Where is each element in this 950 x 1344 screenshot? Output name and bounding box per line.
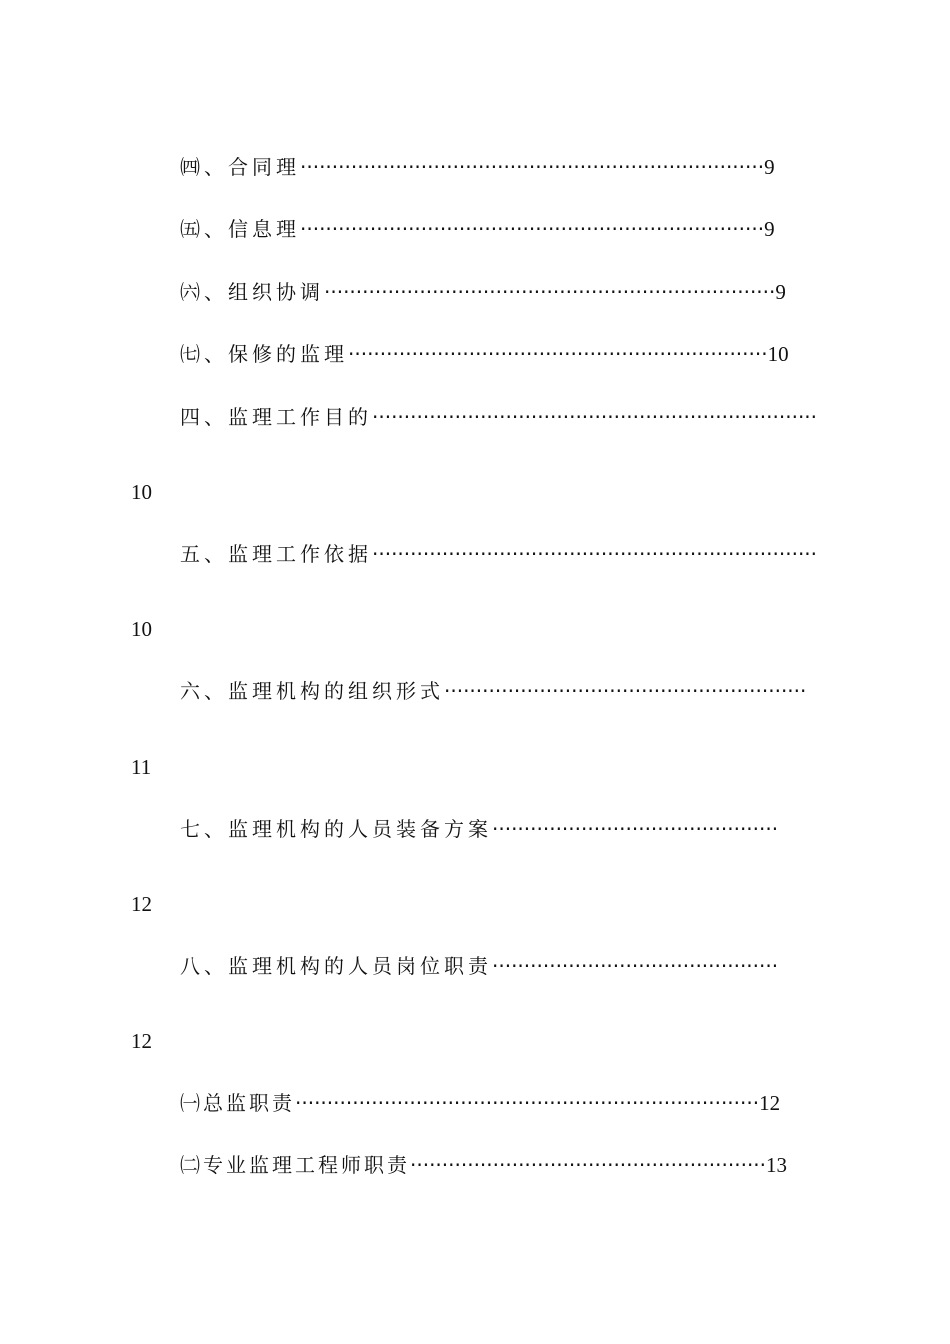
toc-entry-label: ㈤、信息理 bbox=[180, 217, 300, 241]
toc-entry bbox=[180, 1090, 780, 1116]
toc-page-number: 10 bbox=[767, 342, 789, 366]
toc-leader-dots: ······································································· bbox=[324, 280, 776, 304]
toc-entry-label: ㈥、组织协调 bbox=[180, 280, 324, 304]
toc-entry bbox=[180, 154, 775, 180]
toc-entry bbox=[180, 953, 820, 979]
toc-entry bbox=[180, 541, 820, 567]
toc-page-number: 12 bbox=[759, 1091, 781, 1115]
toc-entry-label: 八、监理机构的人员岗位职责 bbox=[180, 954, 492, 978]
toc-entry-label: ㈠总监职责 bbox=[180, 1091, 295, 1115]
toc-entry-label: 四、监理工作目的 bbox=[180, 405, 372, 429]
toc-leader-dots: ············································· bbox=[492, 817, 779, 841]
toc-entry bbox=[180, 1152, 787, 1178]
toc-page-number: 11 bbox=[131, 755, 152, 779]
toc-page-number: 12 bbox=[131, 1029, 152, 1053]
toc-page-number: 12 bbox=[131, 892, 152, 916]
toc-leader-dots: ······································································ bbox=[372, 405, 818, 429]
toc-entry bbox=[180, 678, 820, 704]
toc-leader-dots: ························································ bbox=[410, 1153, 767, 1177]
toc-leader-dots: ······································································ bbox=[372, 542, 818, 566]
toc-leader-dots: ············································· bbox=[492, 954, 779, 978]
toc-entry bbox=[180, 816, 820, 842]
toc-entry-label: 六、监理机构的组织形式 bbox=[180, 679, 444, 703]
toc-page-number: 10 bbox=[131, 617, 152, 641]
toc-entry-label: ㈡专业监理工程师职责 bbox=[180, 1153, 410, 1177]
toc-entry-label: ㈦、保修的监理 bbox=[180, 342, 348, 366]
toc-page-number: 9 bbox=[775, 280, 786, 304]
toc-leader-dots: ········································································· bbox=[300, 155, 765, 179]
toc-leader-dots: ········································································· bbox=[300, 217, 765, 241]
toc-entry bbox=[180, 404, 820, 430]
toc-entry-label: 七、监理机构的人员装备方案 bbox=[180, 817, 492, 841]
toc-entry-label: 五、监理工作依据 bbox=[180, 542, 372, 566]
toc-page-number: 9 bbox=[764, 217, 775, 241]
toc-leader-dots: ········································································· bbox=[295, 1091, 760, 1115]
toc-entry-label: ㈣、合同理 bbox=[180, 155, 300, 179]
toc-page-number: 10 bbox=[131, 480, 152, 504]
toc-entry bbox=[180, 341, 789, 367]
toc-entry bbox=[180, 216, 775, 242]
toc-leader-dots: ·································································· bbox=[348, 342, 768, 366]
toc-page-number: 13 bbox=[766, 1153, 788, 1177]
toc-entry bbox=[180, 279, 786, 305]
toc-page-number: 9 bbox=[764, 155, 775, 179]
toc-leader-dots: ························································· bbox=[444, 679, 807, 703]
